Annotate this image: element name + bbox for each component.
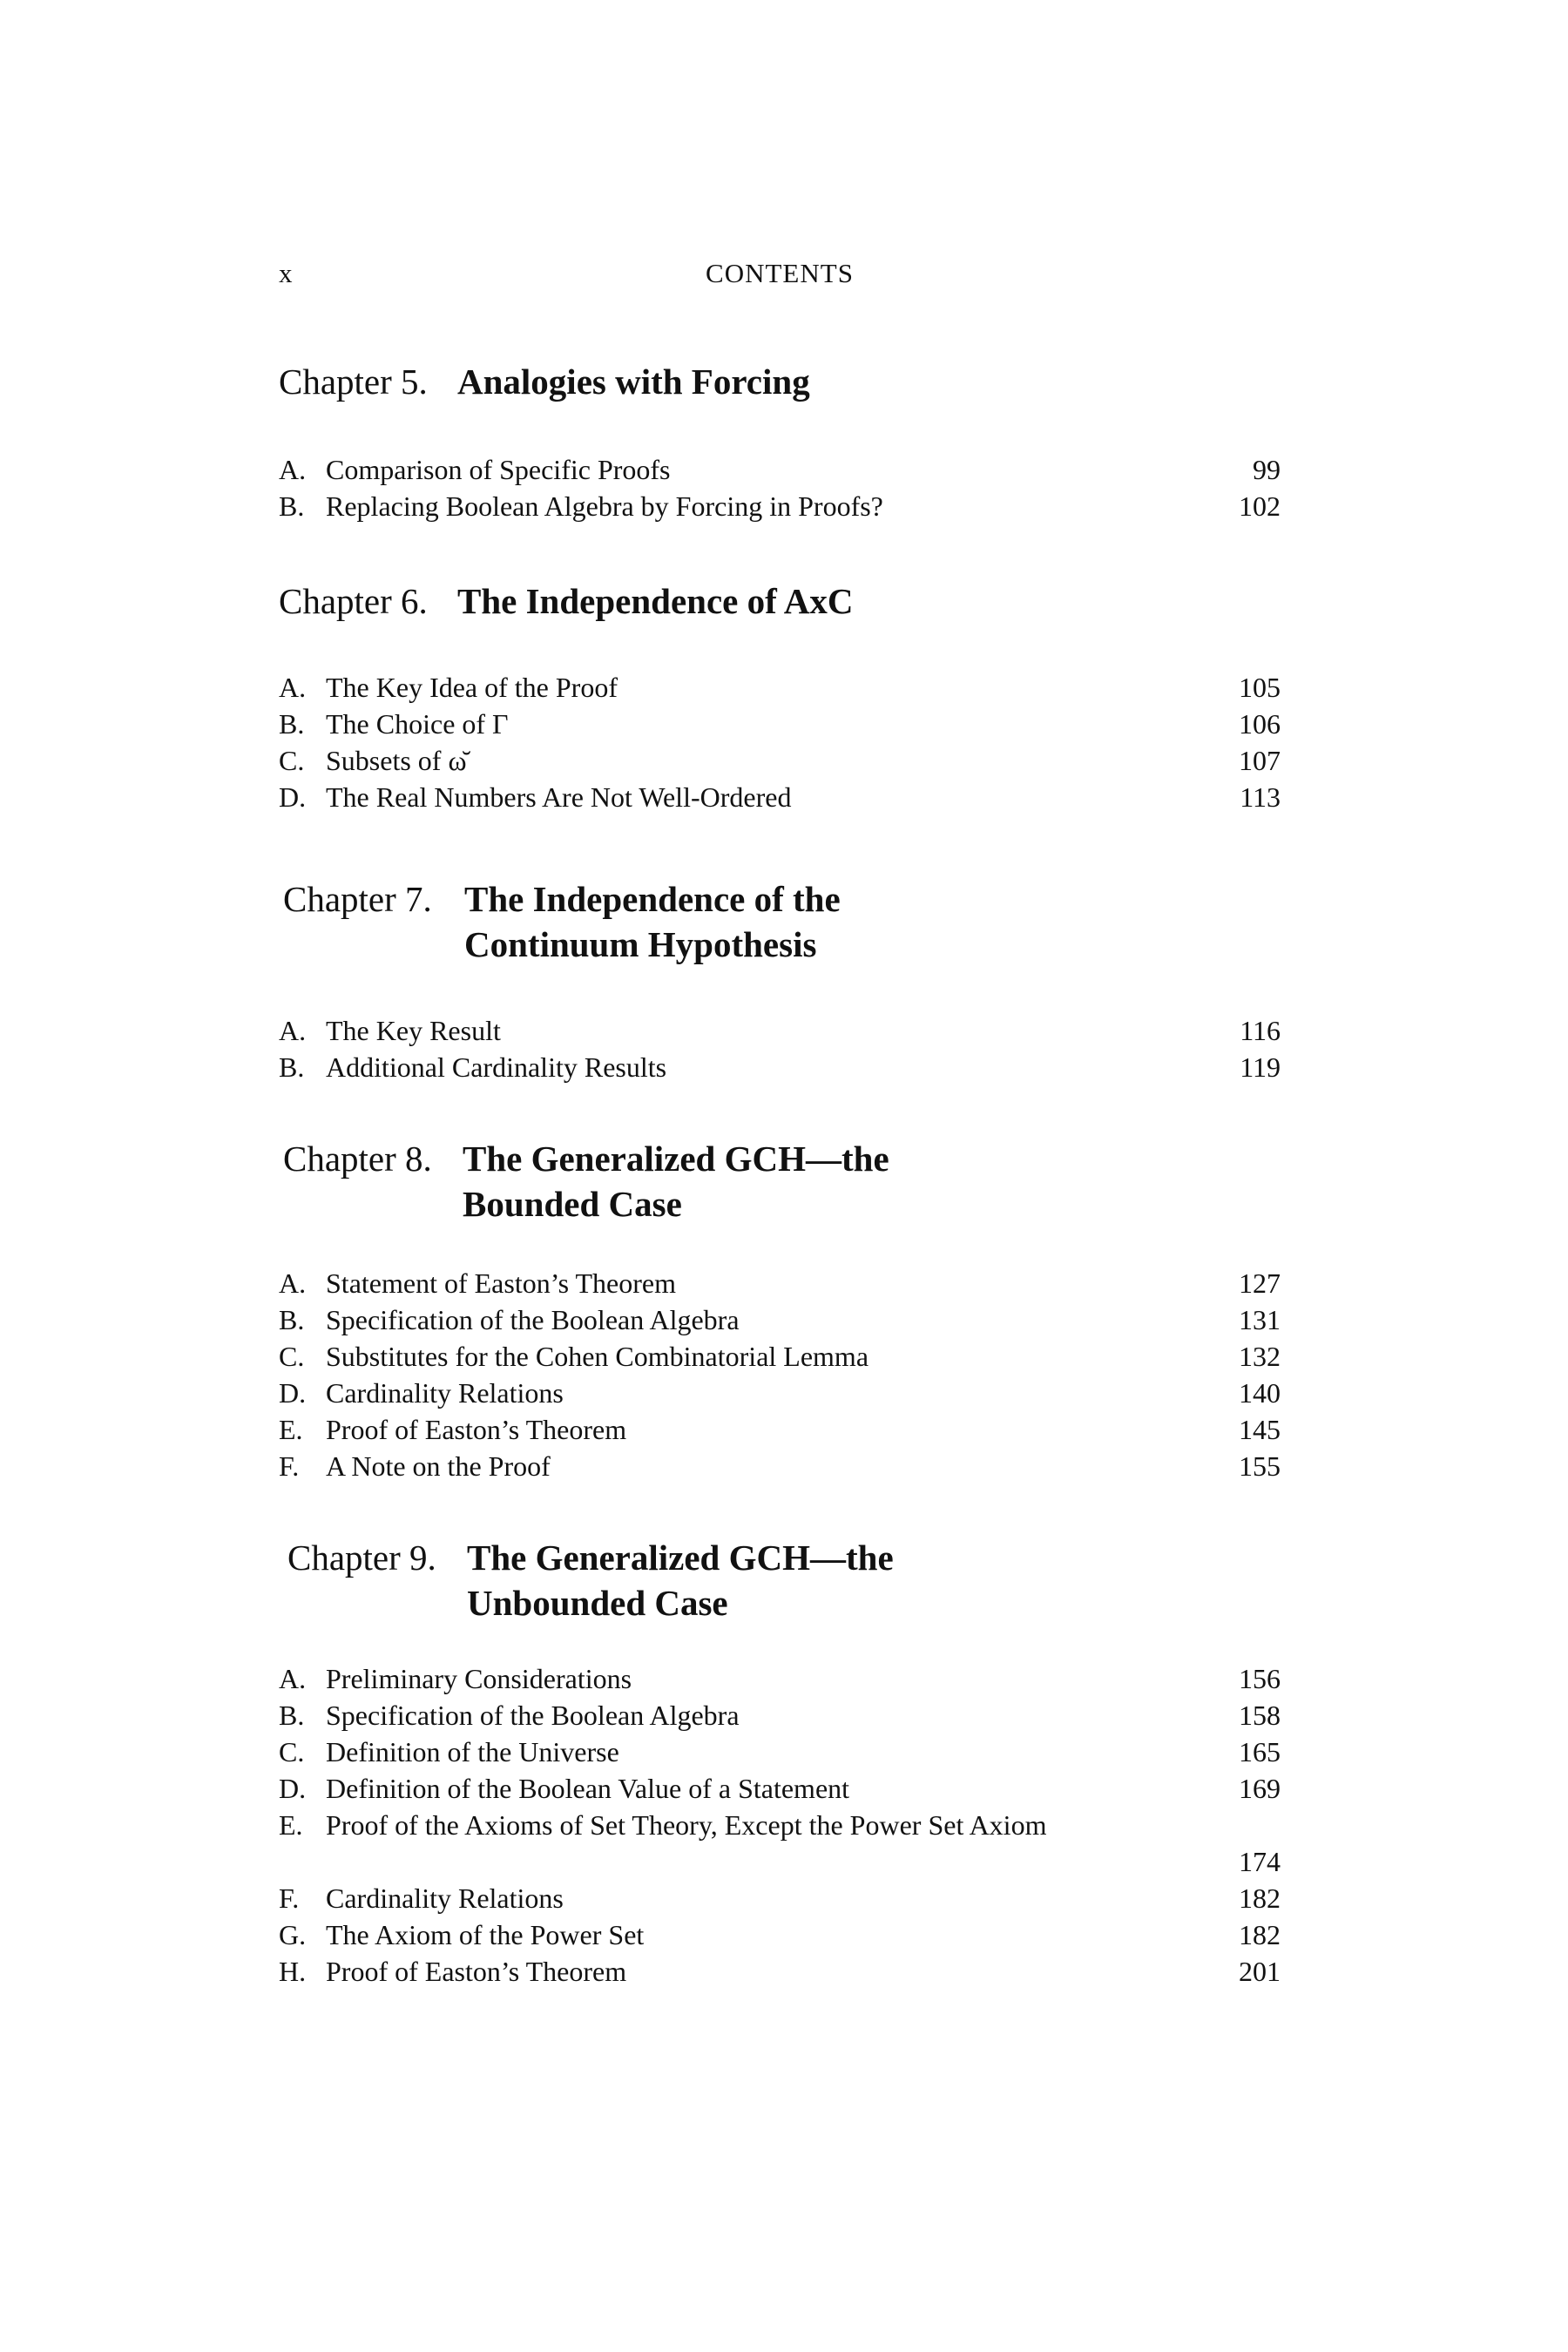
chapter-7 [279,876,1281,1083]
entry-letter: G. [279,1919,307,1950]
entry-title: Substitutes for the Cohen Combinatorial Lemma [326,1341,869,1372]
chapter-label: Chapter 7. [283,879,432,919]
page-number: x [279,258,293,288]
entry-letter: B. [279,708,305,740]
toc-entry[interactable] [279,1807,1281,1880]
chapter-8 [279,1136,1281,1482]
toc-entry[interactable] [279,706,1281,742]
toc-entry[interactable] [279,669,1281,706]
entry-page: 174 [1239,1846,1281,1877]
toc-entry[interactable] [279,1411,1281,1448]
entry-page: 113 [1240,781,1281,813]
chapter-label: Chapter 8. [283,1139,432,1179]
entry-title: The Key Result [326,1015,501,1046]
chapter-9 [279,1535,1281,1987]
entry-title: Cardinality Relations [326,1377,564,1409]
entry-title: Definition of the Boolean Value of a Statement [326,1773,850,1804]
entry-page: 155 [1239,1450,1281,1482]
entry-page: 119 [1240,1051,1281,1083]
toc-entry[interactable] [279,1770,1281,1807]
toc-entry[interactable] [279,1049,1281,1085]
entry-letter: D. [279,781,307,813]
entry-letter: C. [279,745,305,776]
chapter-label: Chapter 6. [279,581,428,621]
toc-entry[interactable] [279,1697,1281,1734]
entry-page: 145 [1239,1414,1281,1445]
entry-title: Subsets of ω̆ [326,745,467,776]
chapter-heading [279,1136,1281,1227]
toc-entry[interactable] [279,1301,1281,1338]
chapter-5 [279,359,1281,522]
entry-page: 102 [1239,490,1281,522]
entry-page: 182 [1239,1882,1281,1914]
chapter-heading [279,1535,1281,1625]
entry-title: Proof of the Axioms of Set Theory, Except the Power Set Axiom [326,1809,1047,1841]
toc-entry[interactable] [279,451,1281,488]
toc-entry[interactable] [279,1660,1281,1697]
chapter-label: Chapter 9. [287,1538,436,1578]
toc-entry[interactable] [279,1448,1281,1484]
toc-entry[interactable] [279,1916,1281,1953]
entry-title: Definition of the Universe [326,1736,619,1767]
entry-list [279,1660,1281,1990]
entry-letter: D. [279,1773,307,1804]
entry-title: The Axiom of the Power Set [326,1919,645,1950]
entry-title: Replacing Boolean Algebra by Forcing in Proofs? [326,490,883,522]
entry-page: 105 [1239,672,1281,703]
chapter-title: The Generalized GCH—the Unbounded Case [467,1538,894,1623]
entry-letter: E. [279,1809,303,1841]
entry-title: Specification of the Boolean Algebra [326,1304,740,1335]
entry-page: 201 [1239,1956,1281,1987]
chapter-label: Chapter 5. [279,362,428,402]
toc-entry[interactable] [279,1375,1281,1411]
toc-entry[interactable] [279,742,1281,779]
entry-letter: H. [279,1956,307,1987]
entry-page: 165 [1239,1736,1281,1767]
entry-letter: F. [279,1450,300,1482]
entry-page: 106 [1239,708,1281,740]
entry-letter: B. [279,1304,305,1335]
entry-page: 127 [1239,1267,1281,1299]
entry-title: The Key Idea of the Proof [326,672,618,703]
toc-entry[interactable] [279,1880,1281,1916]
entry-title: The Real Numbers Are Not Well-Ordered [326,781,792,813]
entry-title: Cardinality Relations [326,1882,564,1914]
entry-title: The Choice of Γ [326,708,509,740]
entry-letter: C. [279,1736,305,1767]
toc-entry[interactable] [279,488,1281,524]
entry-title: Statement of Easton’s Theorem [326,1267,676,1299]
entry-title: Additional Cardinality Results [326,1051,667,1083]
entry-page: 156 [1239,1663,1281,1694]
entry-letter: B. [279,1051,305,1083]
entry-letter: A. [279,1663,307,1694]
entry-letter: B. [279,490,305,522]
entry-letter: E. [279,1414,303,1445]
chapter-heading [279,876,1281,967]
entry-title: Specification of the Boolean Algebra [326,1700,740,1731]
chapter-title: The Independence of AxC [457,581,854,621]
entry-letter: B. [279,1700,305,1731]
entry-page: 131 [1239,1304,1281,1335]
entry-page: 158 [1239,1700,1281,1731]
entry-list [279,669,1281,815]
entry-title: A Note on the Proof [326,1450,551,1482]
entry-letter: A. [279,672,307,703]
entry-page: 107 [1239,745,1281,776]
toc-entry[interactable] [279,779,1281,815]
entry-title: Proof of Easton’s Theorem [326,1414,627,1445]
entry-letter: A. [279,454,307,485]
toc-entry[interactable] [279,1953,1281,1990]
entry-list [279,1012,1281,1085]
entry-page: 99 [1253,454,1281,485]
entry-title: Proof of Easton’s Theorem [326,1956,627,1987]
chapter-title: Analogies with Forcing [457,362,810,402]
chapter-title: The Independence of the Continuum Hypothesis [464,879,841,964]
chapter-6 [279,578,1281,813]
entry-page: 169 [1239,1773,1281,1804]
entry-title: Preliminary Considerations [326,1663,632,1694]
entry-letter: D. [279,1377,307,1409]
entry-letter: F. [279,1882,300,1914]
chapter-heading [279,359,1281,404]
entry-page: 116 [1240,1015,1281,1046]
entry-title: Comparison of Specific Proofs [326,454,671,485]
toc-entry[interactable] [279,1338,1281,1375]
chapter-title: The Generalized GCH—the Bounded Case [463,1139,889,1224]
chapter-heading [279,578,1281,624]
running-head [279,258,1281,293]
entry-page: 182 [1239,1919,1281,1950]
toc-entry[interactable] [279,1012,1281,1049]
entry-page: 132 [1239,1341,1281,1372]
entry-page: 140 [1239,1377,1281,1409]
toc-entry[interactable] [279,1265,1281,1301]
entry-letter: A. [279,1267,307,1299]
running-title: CONTENTS [706,258,854,288]
toc-entry[interactable] [279,1734,1281,1770]
entry-list [279,451,1281,524]
entry-list [279,1265,1281,1484]
entry-letter: C. [279,1341,305,1372]
entry-letter: A. [279,1015,307,1046]
